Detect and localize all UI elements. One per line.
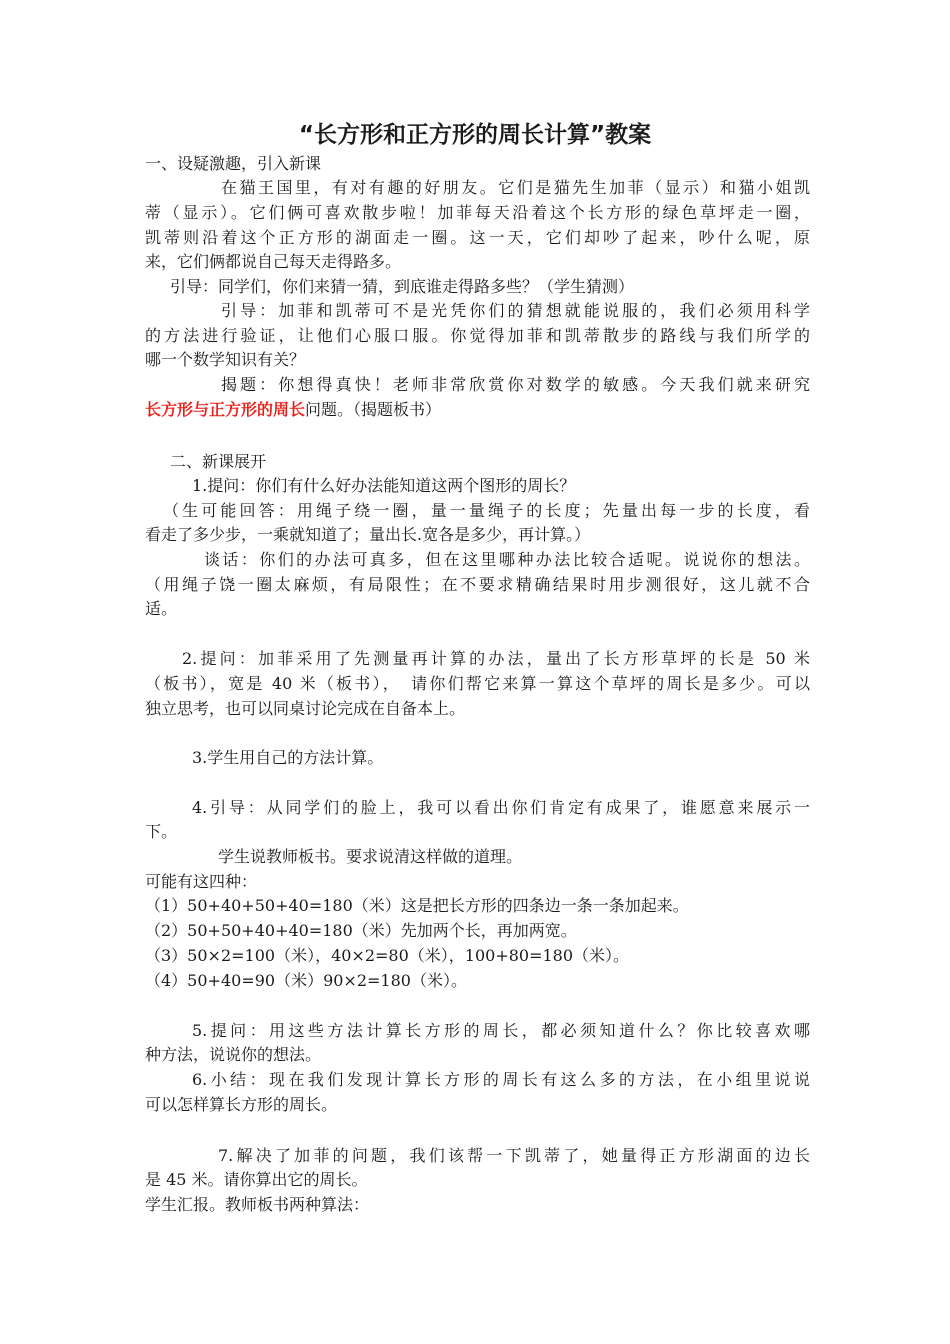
paragraph-line: 独立思考，也可以同桌讨论完成在自备本上。 [145,699,466,718]
paragraph-line: （用绳子饶一圈太麻烦，有局限性；在不要求精确结果时用步测很好，这儿就不合 [145,575,810,594]
highlighted-topic: 长方形与正方形的周长 [145,400,306,419]
paragraph-line: 是 45 米。请你算出它的周长。 [145,1170,368,1189]
paragraph-line: 在猫王国里，有对有趣的好朋友。它们是猫先生加菲（显示）和猫小姐凯 [221,178,810,197]
paragraph-line: 下。 [145,822,178,841]
paragraph-line: （板书），宽是 40 米（板书）， 请你们帮它来算一算这个草坪的周长是多少。可以 [145,674,810,693]
section-heading: 一、设疑激趣，引入新课 [145,154,322,173]
paragraph-line: （生可能回答：用绳子绕一圈，量一量绳子的长度；先量出每一步的长度，看 [163,501,810,520]
paragraph-line: 种方法，说说你的想法。 [145,1045,322,1064]
paragraph-line: 3.学生用自己的方法计算。 [192,748,384,767]
page-title: “长方形和正方形的周长计算”教案 [298,122,652,148]
paragraph-line: 凯蒂则沿着这个正方形的湖面走一圈。这一天，它们却吵了起来，吵什么呢，原 [145,228,810,247]
list-item: （2）50+50+40+40=180（米）先加两个长，再加两宽。 [145,921,577,940]
section-heading: 二、新课展开 [170,452,267,471]
paragraph-line: 来，它们俩都说自己每天走得路多。 [145,252,402,271]
paragraph-line: 4.引导：从同学们的脸上，我可以看出你们肯定有成果了，谁愿意来展示一 [192,798,810,817]
paragraph-line: 适。 [145,599,178,618]
paragraph-line: 6.小结：现在我们发现计算长方形的周长有这么多的方法，在小组里说说 [192,1070,810,1089]
paragraph-text: 问题。（揭题板书） [305,400,442,419]
paragraph-line: 的方法进行验证，让他们心服口服。你觉得加菲和凯蒂散步的路线与我们所学的 [145,326,810,345]
list-item: （1）50+40+50+40=180（米）这是把长方形的四条边一条一条加起来。 [145,896,689,915]
paragraph-line: 揭题：你想得真快！老师非常欣赏你对数学的敏感。今天我们就来研究 [221,375,810,394]
paragraph-line: 1.提问：你们有什么好办法能知道这两个图形的周长？ [192,476,576,495]
paragraph-line: 7.解决了加菲的问题，我们该帮一下凯蒂了，她量得正方形湖面的边长 [218,1146,810,1165]
paragraph-line: 5.提问：用这些方法计算长方形的周长，都必须知道什么？你比较喜欢哪 [192,1021,810,1040]
paragraph-line: 可以怎样算长方形的周长。 [145,1095,338,1114]
paragraph-line [145,398,810,422]
paragraph-line: 2.提问：加菲采用了先测量再计算的办法，量出了长方形草坪的长是 50 米 [182,649,810,668]
paragraph-line: 学生说教师板书。要求说清这样做的道理。 [218,847,523,866]
list-item: （4）50+40=90（米）90×2=180（米）。 [145,971,467,990]
paragraph-line: 蒂（显示）。它们俩可喜欢散步啦！加菲每天沿着这个长方形的绿色草坪走一圈， [145,203,810,222]
paragraph-line: 引导：同学们，你们来猜一猜，到底谁走得路多些？（学生猜测） [170,277,635,296]
paragraph-line: 哪一个数学知识有关？ [145,350,306,369]
list-item: （3）50×2=100（米），40×2=80（米），100+80=180（米）。 [145,946,630,965]
paragraph-line: 可能有这四种： [145,872,258,891]
paragraph-line: 谈话：你们的办法可真多，但在这里哪种办法比较合适呢。说说你的想法。 [204,550,810,569]
paragraph-line: 学生汇报。教师板书两种算法： [145,1195,370,1214]
paragraph-line: 引导：加菲和凯蒂可不是光凭你们的猜想就能说服的，我们必须用科学 [221,301,810,320]
paragraph-line: 看走了多少步，一乘就知道了；量出长.宽各是多少，再计算。） [145,525,591,544]
